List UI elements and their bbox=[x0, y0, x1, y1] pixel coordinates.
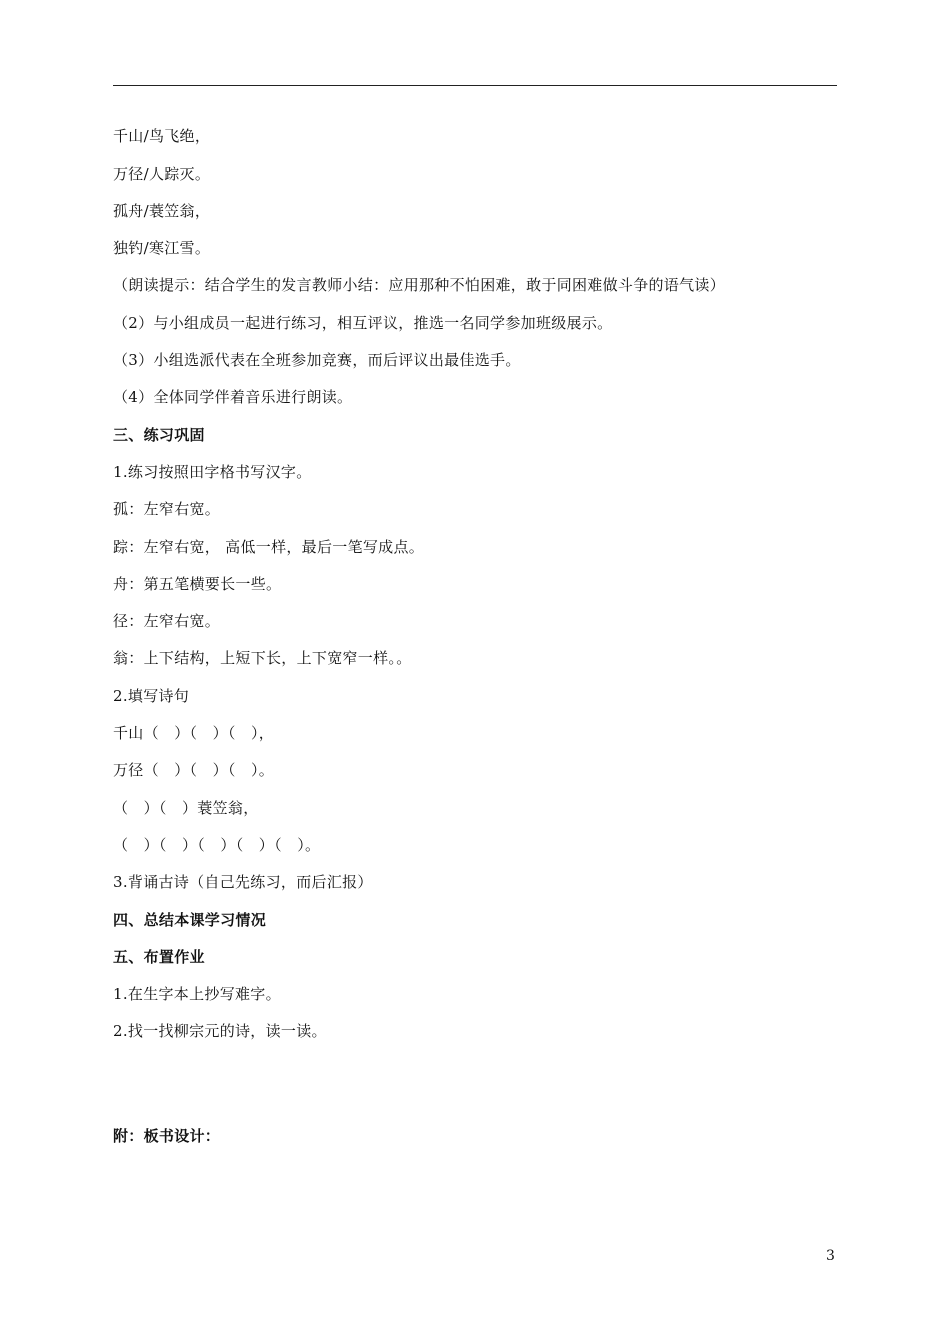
char-note-zong: 踪：左窄右宽， 高低一样，最后一笔写成点。 bbox=[113, 538, 425, 556]
header-rule bbox=[113, 85, 837, 86]
reading-tip: （朗读提示：结合学生的发言教师小结：应用那种不怕困难，敢于同困难做斗争的语气读） bbox=[113, 276, 726, 294]
step-2: （2）与小组成员一起进行练习，相互评议，推选一名同学参加班级展示。 bbox=[113, 314, 613, 332]
step-3: （3）小组选派代表在全班参加竞赛，而后评议出最佳选手。 bbox=[113, 351, 521, 369]
practice-item-3: 3.背诵古诗（自己先练习，而后汇报） bbox=[113, 873, 373, 891]
fill-blank-line-2: 万径（ ）（ ）（ ）。 bbox=[113, 761, 275, 779]
section-heading-homework: 五、布置作业 bbox=[113, 948, 205, 966]
appendix-heading: 附：板书设计： bbox=[113, 1127, 221, 1145]
fill-blank-line-4: （ ）（ ）（ ）（ ）（ ）。 bbox=[113, 836, 321, 854]
section-heading-summary: 四、总结本课学习情况 bbox=[113, 911, 267, 929]
fill-blank-line-1: 千山（ ）（ ）（ ）， bbox=[113, 724, 275, 742]
char-note-zhou: 舟：第五笔横要长一些。 bbox=[113, 575, 282, 593]
poem-line-4: 独钓/寒江雪。 bbox=[113, 239, 211, 257]
page-number: 3 bbox=[826, 1248, 835, 1264]
section-heading-practice: 三、练习巩固 bbox=[113, 426, 205, 444]
char-note-weng: 翁：上下结构，上短下长，上下宽窄一样。。 bbox=[113, 649, 412, 667]
poem-line-3: 孤舟/蓑笠翁， bbox=[113, 202, 211, 220]
homework-item-2: 2.找一找柳宗元的诗，读一读。 bbox=[113, 1022, 327, 1040]
practice-item-1: 1.练习按照田字格书写汉字。 bbox=[113, 463, 312, 481]
char-note-gu: 孤：左窄右宽。 bbox=[113, 500, 221, 518]
char-note-jing: 径：左窄右宽。 bbox=[113, 612, 221, 630]
homework-item-1: 1.在生字本上抄写难字。 bbox=[113, 985, 281, 1003]
fill-blank-line-3: （ ）（ ）蓑笠翁， bbox=[113, 799, 259, 817]
poem-line-1: 千山/鸟飞绝， bbox=[113, 127, 211, 145]
practice-item-2: 2.填写诗句 bbox=[113, 687, 190, 705]
step-4: （4）全体同学伴着音乐进行朗读。 bbox=[113, 388, 353, 406]
poem-line-2: 万径/人踪灭。 bbox=[113, 165, 211, 183]
